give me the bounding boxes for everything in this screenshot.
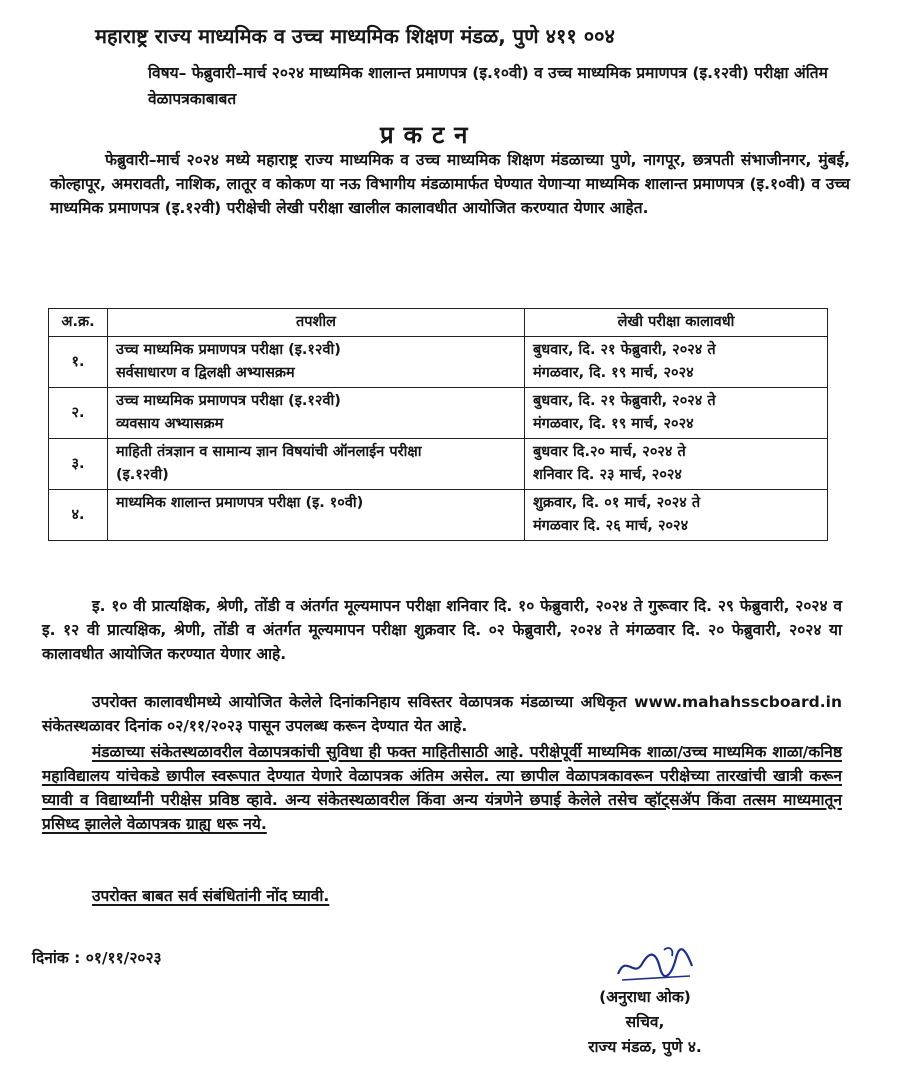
subject-line: विषय– फेब्रुवारी–मार्च २०२४ माध्यमिक शालान्त प्रमाणपत्र (इ.१०वी) व उच्च माध्यमिक प्रमाणपत्र (इ.१२वी) परीक्षा अंतिम वेळापत्रकाबाबत bbox=[148, 64, 828, 108]
table-row bbox=[49, 490, 828, 541]
row-detail bbox=[108, 388, 525, 439]
row-detail bbox=[108, 337, 525, 388]
row-detail bbox=[108, 439, 525, 490]
table-row bbox=[49, 388, 828, 439]
signatory-designation: सचिव, bbox=[625, 1013, 665, 1031]
detail-line: उच्च माध्यमिक प्रमाणपत्र परीक्षा (इ.१२वी) bbox=[116, 342, 341, 358]
row-period bbox=[525, 439, 828, 490]
row-serial: १. bbox=[49, 337, 108, 388]
period-line: बुधवार, दि. २१ फेब्रुवारी, २०२४ ते bbox=[533, 393, 716, 409]
period-line: मंगळवार, दि. १९ मार्च, २०२४ bbox=[533, 365, 694, 381]
row-period bbox=[525, 388, 828, 439]
col-period: लेखी परीक्षा कालावधी bbox=[525, 309, 828, 337]
table-row bbox=[49, 439, 828, 490]
col-serial: अ.क्र. bbox=[49, 309, 108, 337]
signatory-block bbox=[520, 985, 770, 1060]
website-paragraph: उपरोक्त कालावधीमध्ये आयोजित केलेले दिनांकनिहाय सविस्तर वेळापत्रक मंडळाच्या अधिकृत www.mahahsscboard.in संकेतस्थळावर दिनांक ०२/११/२०२३ पासून उपलब्ध करून देण्यात येत आहे. bbox=[42, 693, 842, 735]
detail-line: व्यवसाय अभ्यासक्रम bbox=[116, 416, 224, 432]
practical-exam-paragraph: इ. १० वी प्रात्यक्षिक, श्रेणी, तोंडी व अंतर्गत मूल्यमापन परीक्षा शनिवार दि. १० फेब्रुवारी, २०२४ ते गुरूवार दि. २९ फेब्रुवारी, २०२४ व इ. १२ वी प्रात्यक्षिक, श्रेणी, तोंडी व अंतर्गत मूल्यमापन परीक्षा शुक्रवार दि. ०२ फेब्रुवारी, २०२४ ते मंगळवार दि. २० फेब्रुवारी, २०२४ या कालावधीत आयोजित करण्यात येणार आहे. bbox=[42, 597, 842, 663]
board-title: महाराष्ट्र राज्य माध्यमिक व उच्च माध्यमिक शिक्षण मंडळ, पुणे ४११ ००४ bbox=[95, 24, 615, 48]
row-serial: ४. bbox=[49, 490, 108, 541]
period-line: मंगळवार दि. २६ मार्च, २०२४ bbox=[533, 518, 689, 534]
detail-line: माहिती तंत्रज्ञान व सामान्य ज्ञान विषयांची ऑनलाईन परीक्षा bbox=[116, 444, 422, 460]
period-line: मंगळवार, दि. १९ मार्च, २०२४ bbox=[533, 416, 694, 432]
detail-line: उच्च माध्यमिक प्रमाणपत्र परीक्षा (इ.१२वी) bbox=[116, 393, 341, 409]
row-serial: ३. bbox=[49, 439, 108, 490]
row-serial: २. bbox=[49, 388, 108, 439]
period-line: बुधवार दि.२० मार्च, २०२४ ते bbox=[533, 444, 686, 460]
exam-schedule-table bbox=[48, 308, 828, 541]
table-row bbox=[49, 337, 828, 388]
detail-line: (इ.१२वी) bbox=[116, 467, 169, 483]
detail-line: सर्वसाधारण व द्विलक्षी अभ्यासक्रम bbox=[116, 365, 295, 381]
col-detail: तपशील bbox=[108, 309, 525, 337]
row-period bbox=[525, 490, 828, 541]
signature-mark bbox=[612, 944, 702, 988]
detail-line: माध्यमिक शालान्त प्रमाणपत्र परीक्षा (इ. १०वी) bbox=[116, 495, 364, 511]
intro-paragraph: फेब्रुवारी–मार्च २०२४ मध्ये महाराष्ट्र राज्य माध्यमिक व उच्च माध्यमिक शिक्षण मंडळाच्या पुणे, नागपूर, छत्रपती संभाजीनगर, मुंबई, कोल्हापूर, अमरावती, नाशिक, लातूर व कोकण या नऊ विभागीय मंडळामार्फत घेण्यात येणाऱ्या माध्यमिक शालान्त प्रमाणपत्र (इ.१०वी) व उच्च माध्यमिक प्रमाणपत्र (इ.१२वी) परीक्षेची लेखी परीक्षा खालील कालावधीत आयोजित करण्यात येणार आहेत. bbox=[50, 151, 850, 217]
row-detail bbox=[108, 490, 525, 541]
issue-date: दिनांक : ०१/११/२०२३ bbox=[32, 949, 162, 967]
table-header-row bbox=[49, 309, 828, 337]
row-period bbox=[525, 337, 828, 388]
closing-line: उपरोक्त बाबत सर्व संबंधितांनी नोंद घ्यावी. bbox=[92, 887, 330, 905]
period-line: शुक्रवार, दि. ०१ मार्च, २०२४ ते bbox=[533, 495, 701, 511]
period-line: बुधवार, दि. २१ फेब्रुवारी, २०२४ ते bbox=[533, 342, 716, 358]
notice-paragraph: मंडळाच्या संकेतस्थळावरील वेळापत्रकांची सुविधा ही फक्त माहितीसाठी आहे. परीक्षेपूर्वी माध्यमिक शाळा/उच्च माध्यमिक शाळा/कनिष्ठ महाविद्यालय यांचेकडे छापील स्वरूपात देण्यात येणारे वेळापत्रक अंतिम असेल. त्या छापील वेळापत्रकावरून परीक्षेच्या तारखांची खात्री करून घ्यावी व विद्यार्थ्यांनी परीक्षेस प्रविष्ठ व्हावे. अन्य संकेतस्थळावरील किंवा अन्य यंत्रणेने छपाई केलेले तसेच व्हॉट्सॲप किंवा तत्सम माध्यमातून प्रसिध्द झालेले वेळापत्रक ग्राह्य धरू नये. bbox=[42, 743, 842, 833]
notice-heading: प्रकटन bbox=[380, 121, 478, 149]
signatory-office: राज्य मंडळ, पुणे ४. bbox=[588, 1038, 702, 1056]
signatory-name: (अनुराधा ओक) bbox=[599, 988, 691, 1006]
period-line: शनिवार दि. २३ मार्च, २०२४ bbox=[533, 467, 682, 483]
